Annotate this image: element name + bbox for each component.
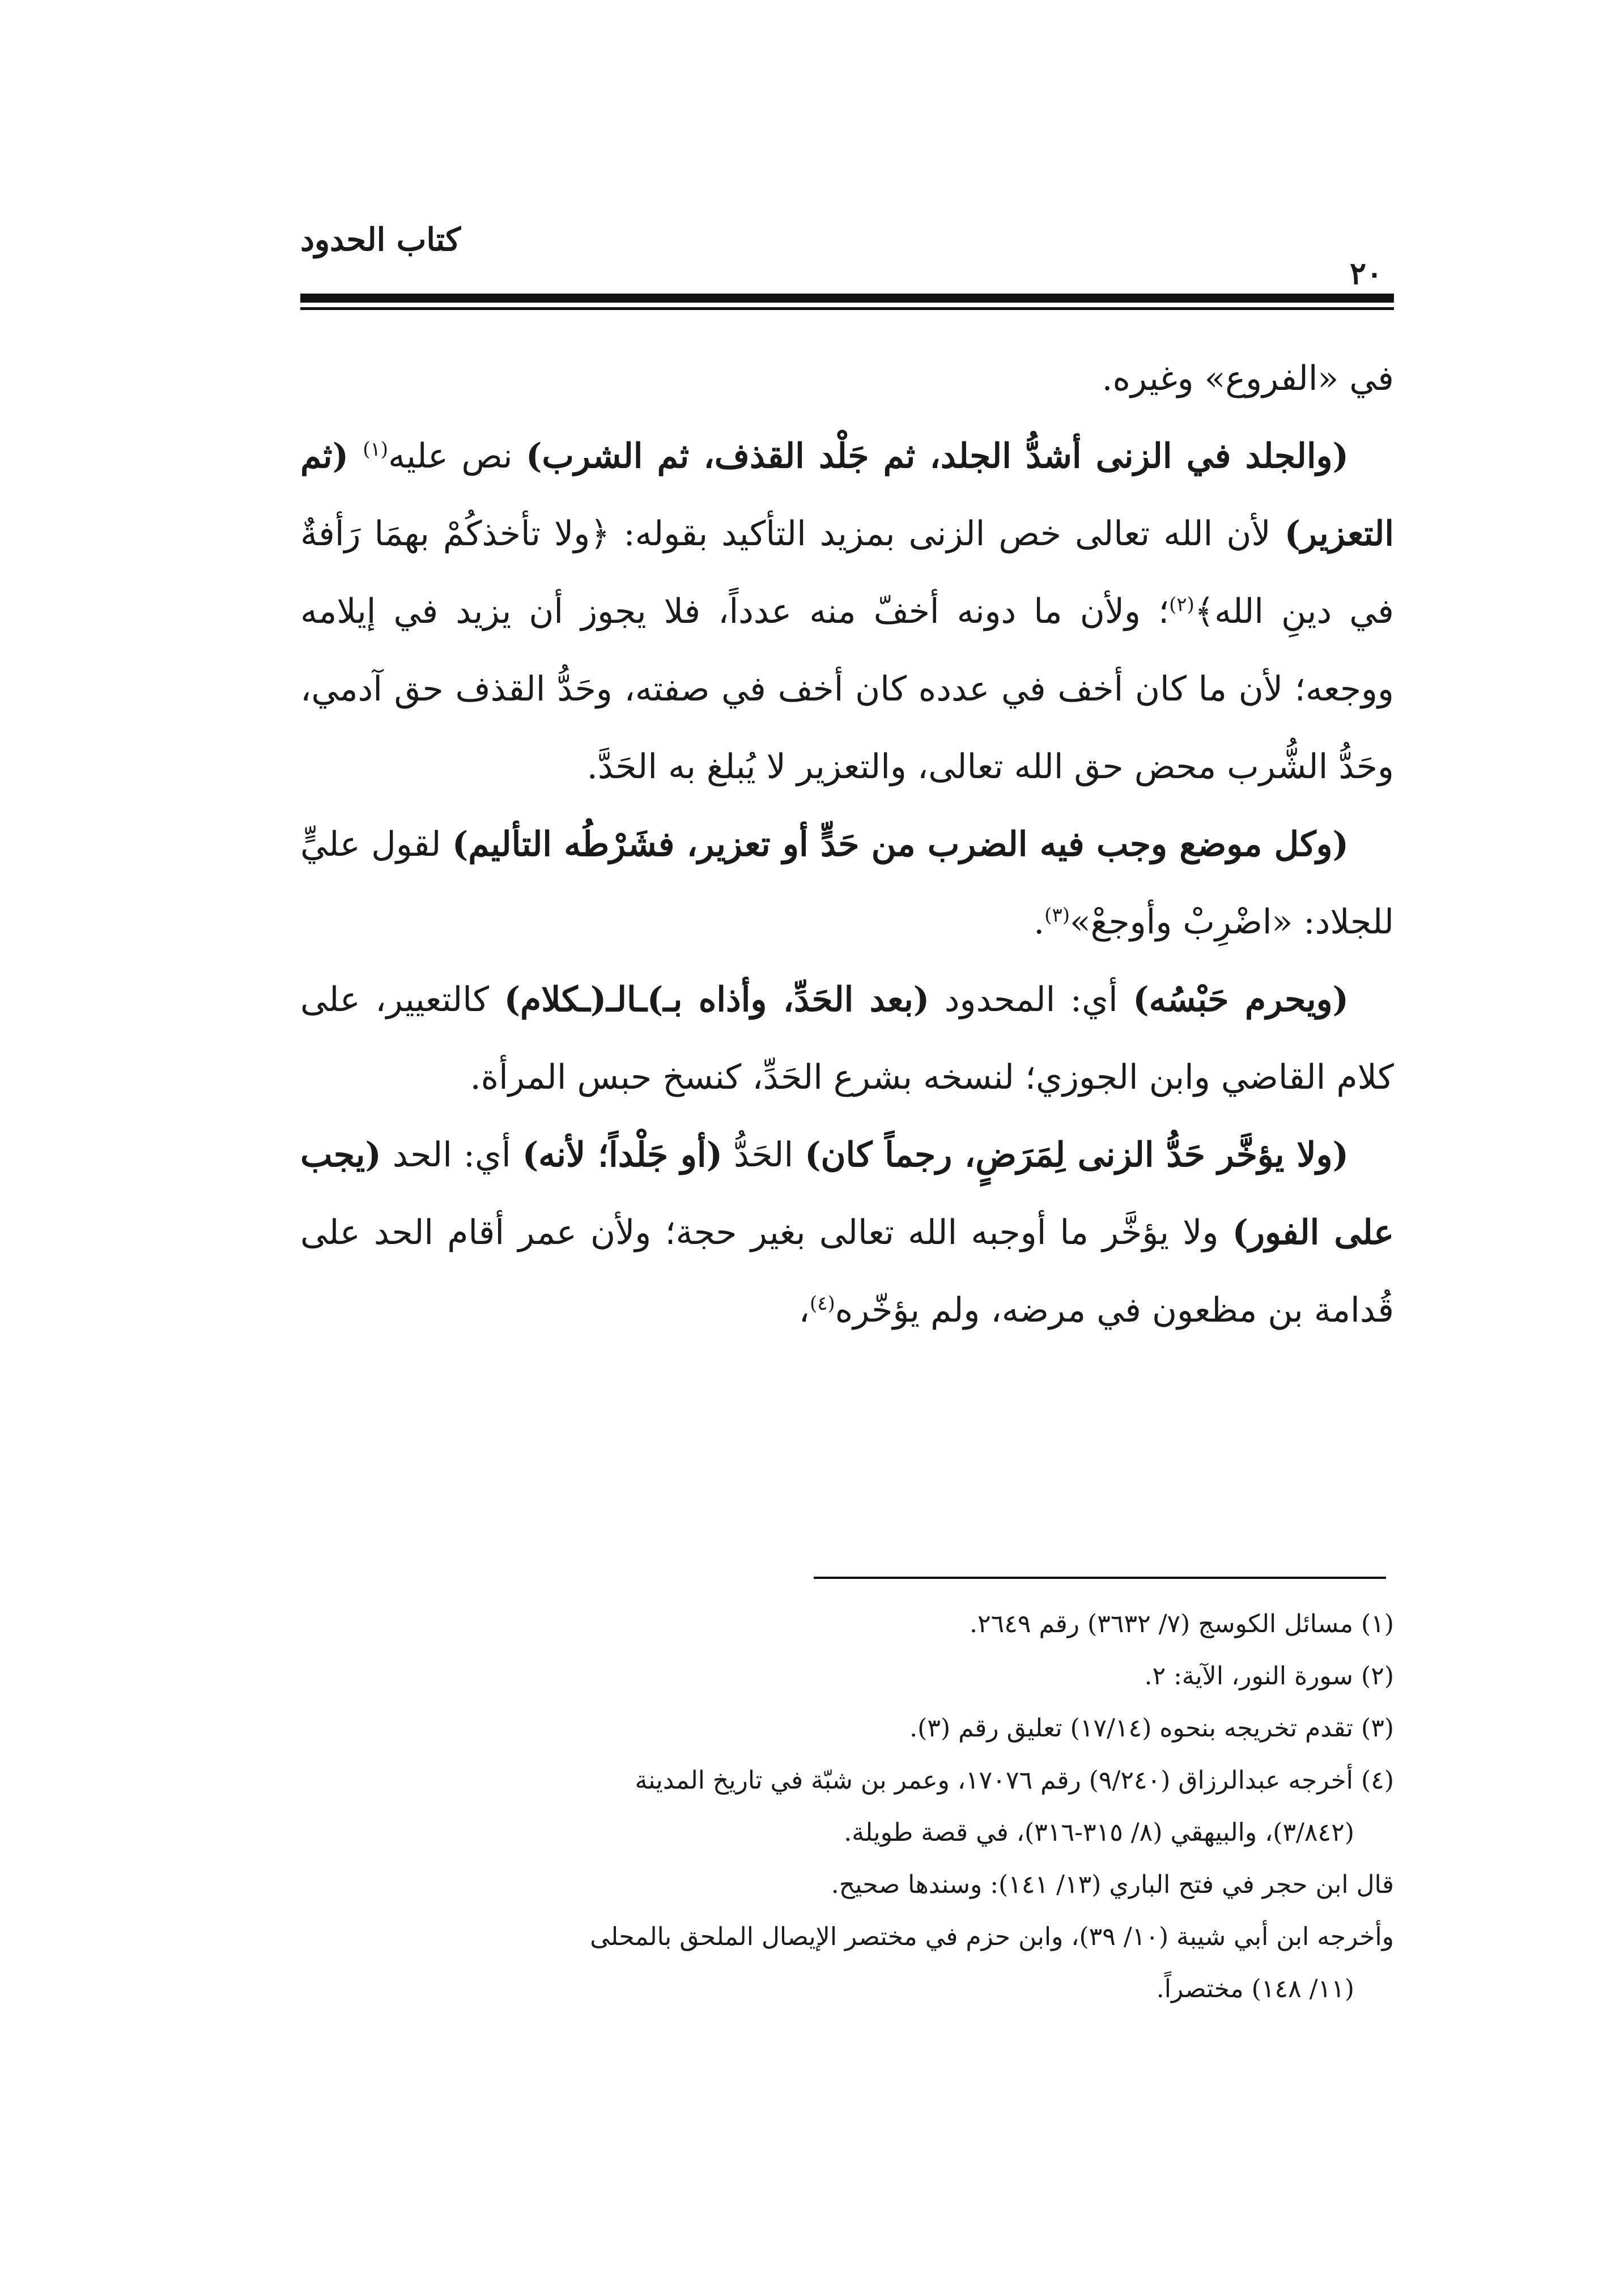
footnotes	[278, 1598, 1394, 2015]
footnote-4-extra: وأخرجه ابن أبي شيبة (١٠/ ٣٩)، وابن حزم في مختصر الإيصال الملحق بالمحلى	[590, 1922, 1394, 1951]
sharh-text: أي: الحد	[381, 1135, 522, 1175]
paragraph-1-text: في «الفروع» وغيره.	[1102, 359, 1394, 398]
footnote-4-extra-continued: (١١/ ١٤٨) مختصراً.	[1156, 1974, 1354, 2003]
footnote-ref-1[interactable]: (١)	[363, 438, 389, 461]
footnote-2: (٢) سورة النور، الآية: ٢.	[1144, 1662, 1394, 1691]
paragraph-3	[300, 806, 1394, 961]
footnote-divider	[814, 1577, 1386, 1579]
footnote-4-note: قال ابن حجر في فتح الباري (١٣/ ١٤١): وسندها صحيح.	[831, 1870, 1394, 1899]
paragraph-2	[300, 418, 1394, 806]
sharh-text: لأن الله تعالى خص الزنى بمزيد التأكيد بقوله: ﴿ولا تأخذكُمْ بهمَا رَأفةٌ في دينِ الله﴾	[300, 514, 1394, 631]
matn-text: (ويحرم حَبْسُه)	[1133, 980, 1349, 1020]
footnote-ref-3[interactable]: (٣)	[1044, 904, 1070, 927]
matn-text: (أو جَلْداً؛ لأنه)	[522, 1135, 722, 1175]
book-title: كتاب الحدود	[300, 221, 461, 258]
footnote-ref-4[interactable]: (٤)	[809, 1292, 835, 1315]
footnote-4: (٤) أخرجه عبدالرزاق (٩/٢٤٠) رقم ١٧٠٧٦، وعمر بن شبّة في تاريخ المدينة	[635, 1766, 1394, 1795]
footnote-1: (١) مسائل الكوسج (٧/ ٣٦٣٢) رقم ٢٦٤٩.	[969, 1610, 1394, 1638]
sharh-text: لقول عليٍّ للجلاد: «اضْرِبْ وأوجعْ»	[300, 825, 1394, 942]
header-rule-thin	[300, 307, 1394, 310]
matn-text: (ولا يؤخَّر حَدُّ الزنى لِمَرَضٍ، رجماً كان)	[805, 1135, 1349, 1175]
sharh-text: ولا يؤخَّر ما أوجبه الله تعالى بغير حجة؛ ولأن عمر أقام الحد على قُدامة بن مظعون في مرضه، ولم يؤخّره	[300, 1213, 1394, 1330]
footnote-4-continued: (٣/٨٤٢)، والبيهقي (٨/ ٣١٥-٣١٦)، في قصة طويلة.	[844, 1818, 1354, 1847]
matn-text: (يجب على الفور)	[300, 1135, 1395, 1252]
sharh-text: ؛ ولأن ما دونه أخفّ منه عدداً، فلا يجوز أن يزيد في إيلامه ووجعه؛ لأن ما كان أخف في عدده كان أخف في صفته، وحَدُّ القذف حق آدمي، وحَدُّ الشُّرب محض حق الله تعالى، والتعزير لا يُبلغ به الحَدَّ.	[300, 592, 1394, 787]
sharh-text: الحَدُّ	[722, 1135, 805, 1175]
header-rule-thick	[300, 294, 1394, 303]
sharh-text: كالتعيير، على كلام القاضي وابن الجوزي؛ لنسخه بشرع الحَدِّ، كنسخ حبس المرأة.	[300, 980, 1394, 1097]
sharh-text: .	[1034, 902, 1045, 942]
footnote-ref-2[interactable]: (٢)	[1169, 593, 1194, 616]
paragraph-5	[300, 1116, 1394, 1349]
sharh-text: نص عليه	[388, 436, 526, 476]
paragraph-1	[300, 340, 1394, 418]
main-text	[300, 340, 1394, 1349]
matn-text: (وكل موضع وجب فيه الضرب من حَدٍّ أو تعزير، فشَرْطُه التأليم)	[452, 825, 1349, 864]
matn-text: (بعد الحَدِّ، وأذاه بـ)ـالـ(ـكلام)	[504, 980, 930, 1020]
paragraph-4	[300, 961, 1394, 1116]
footnote-3: (٣) تقدم تخريجه بنحوه (١٧/١٤) تعليق رقم (٣).	[909, 1714, 1394, 1743]
page-header	[300, 221, 1394, 317]
matn-text: (ثم التعزير)	[300, 436, 1394, 554]
sharh-text: ،	[798, 1290, 810, 1330]
page-number: ٢٠	[1349, 255, 1383, 291]
sharh-text: أي: المحدود	[929, 980, 1133, 1020]
matn-text: (والجلد في الزنى أشدُّ الجلد، ثم جَلْد القذف، ثم الشرب)	[525, 436, 1349, 476]
